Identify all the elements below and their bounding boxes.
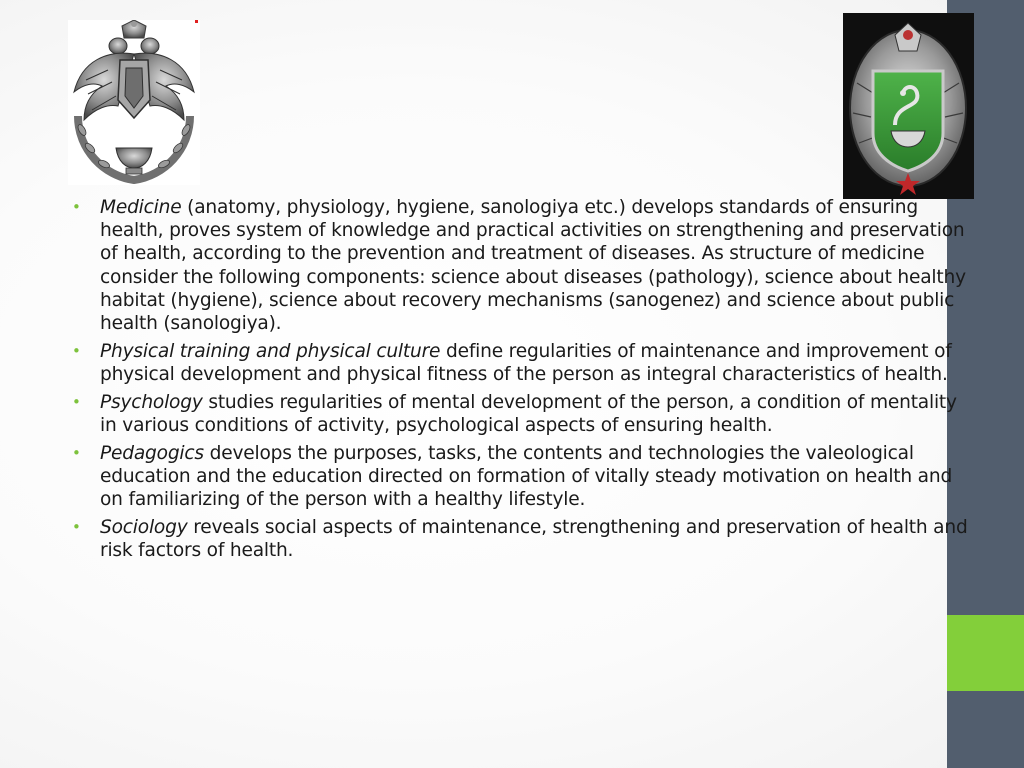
bullet-text: define regularities of maintenance and improvement of physical development and physical fitness of the person as integral characteristics of health. (100, 340, 952, 386)
sidebar-accent-block (947, 615, 1024, 691)
list-item (72, 340, 968, 386)
slide-body (72, 196, 968, 567)
bullet-icon: • (72, 198, 81, 216)
bullet-text: develops the purposes, tasks, the contents and technologies the valeological education and the education directed on formation of vitally steady motivation on health and on familiarizing of the person with a healthy lifestyle. (100, 442, 953, 511)
list-item (72, 516, 968, 562)
bullet-icon: • (72, 518, 81, 537)
bullet-term: Pedagogics (100, 442, 204, 464)
military-medical-emblem (843, 13, 974, 199)
bullet-text: (anatomy, physiology, hygiene, sanologiya etc.) develops standards of ensuring health, proves system of knowledge and practical activities on strengthening and preservation of health, according to the prevention and treatment of diseases. As structure of medicine consider the following components: science about diseases (pathology), science about healthy habitat (hygiene), science about recovery mechanisms (sanogenez) and science about public health (sanologiya). (100, 197, 966, 335)
bullet-term: Sociology (100, 517, 188, 539)
military-medical-badge-icon (843, 13, 974, 199)
imperial-eagle-emblem (68, 20, 200, 185)
imperial-eagle-icon (68, 20, 200, 185)
list-item (72, 391, 968, 437)
red-dot-mark (195, 20, 198, 23)
bullet-icon: • (72, 341, 81, 360)
bullet-text: reveals social aspects of maintenance, strengthening and preservation of health and risk factors of health. (100, 517, 968, 562)
bullet-term: Psychology (100, 391, 203, 413)
list-item (72, 442, 968, 512)
bullet-text: studies regularities of mental development of the person, a condition of mentality in various conditions of activity, psychological aspects of ensuring health. (100, 391, 957, 437)
bullet-icon: • (72, 392, 81, 411)
bullet-icon: • (72, 443, 81, 462)
bullet-term: Physical training and physical culture (100, 340, 441, 362)
bullet-term: Medicine (100, 197, 182, 218)
bullet-list (72, 196, 968, 562)
list-item (72, 196, 968, 335)
